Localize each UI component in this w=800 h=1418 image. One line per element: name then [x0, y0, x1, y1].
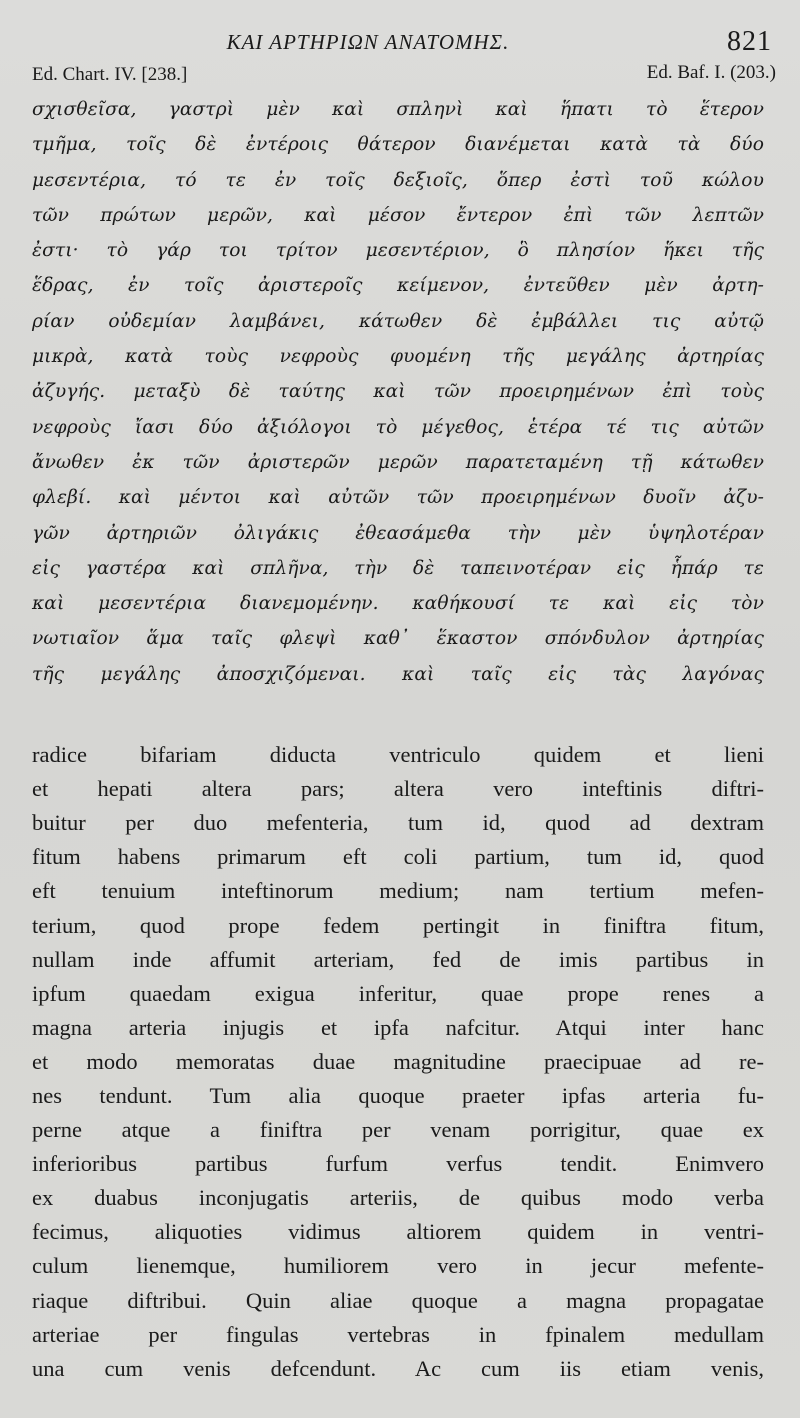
edition-line — [32, 60, 776, 92]
latin-line: et hepati altera pars; altera vero inteftinis diftri- — [32, 776, 764, 802]
greek-line: μεσεντέρια, τό τε ἐν τοῖς δεξιοῖς, ὅπερ ἐστὶ τοῦ κώλου — [32, 169, 764, 191]
greek-line: ἄνωθεν ἐκ τῶν ἀριστερῶν μερῶν παρατεταμένη τῇ κάτωθεν — [32, 451, 764, 473]
latin-text-block — [32, 738, 764, 1386]
greek-line: ἐστι· τὸ γάρ τοι τρίτον μεσεντέριον, ὃ πλησίον ἥκει τῆς — [32, 240, 764, 262]
greek-line: καὶ μεσεντέρια διανεμομένην. καθήκουσί τε καὶ εἰς τὸν — [32, 593, 764, 615]
greek-line: εἰς γαστέρα καὶ σπλῆνα, τὴν δὲ ταπεινοτέραν εἰς ἧπάρ τε — [32, 557, 764, 579]
greek-line: γῶν ἀρτηριῶν ὀλιγάκις ἐθεασάμεθα τὴν μὲν ὑψηλοτέραν — [32, 522, 764, 544]
latin-line: una cum venis defcendunt. Ac cum iis etiam venis, — [32, 1355, 764, 1381]
latin-line: fecimus, aliquoties vidimus altiorem quidem in ventri- — [32, 1219, 764, 1245]
running-head — [32, 26, 772, 60]
latin-line: inferioribus partibus furfum verfus tendit. Enimvero — [32, 1151, 764, 1177]
latin-line: fitum habens primarum eft coli partium, tum id, quod — [32, 844, 764, 870]
latin-line: arteriae per fingulas vertebras in fpinalem medullam — [32, 1321, 764, 1347]
latin-line: buitur per duo mefenteria, tum id, quod ad dextram — [32, 810, 764, 836]
greek-text-block — [32, 92, 764, 692]
edition-chartier: Ed. Chart. IV. [238.] — [32, 64, 188, 85]
latin-line: perne atque a finiftra per venam porrigitur, quae ex — [32, 1117, 764, 1143]
section-gap — [32, 692, 764, 738]
latin-line: ex duabus inconjugatis arteriis, de quibus modo verba — [32, 1185, 764, 1211]
latin-line: terium, quod prope fedem pertingit in finiftra fitum, — [32, 912, 764, 938]
latin-line: nes tendunt. Tum alia quoque praeter ipfas arteria fu- — [32, 1082, 764, 1108]
latin-line: et modo memoratas duae magnitudine praecipuae ad re- — [32, 1048, 764, 1074]
greek-line: τῆς μεγάλης ἀποσχιζόμεναι. καὶ ταῖς εἰς τὰς λαγόνας — [32, 663, 764, 685]
latin-line: culum lienemque, humiliorem vero in jecur mefente- — [32, 1253, 764, 1279]
running-title: ΚΑΙ ΑΡΤΗΡΙΩΝ ΑΝΑΤΟΜΗΣ. — [226, 30, 510, 54]
page-number: 821 — [727, 26, 772, 57]
latin-line: radice bifariam diducta ventriculo quidem et lieni — [32, 742, 764, 768]
latin-line: nullam inde affumit arteriam, fed de imis partibus in — [32, 946, 764, 972]
greek-line: μικρὰ, κατὰ τοὺς νεφροὺς φυομένη τῆς μεγάλης ἀρτηρίας — [32, 346, 764, 368]
greek-line: νεφροὺς ἴασι δύο ἀξιόλογοι τὸ μέγεθος, ἑτέρα τέ τις αὐτῶν — [32, 416, 764, 438]
greek-line: ἀζυγής. μεταξὺ δὲ ταύτης καὶ τῶν προειρημένων ἐπὶ τοὺς — [32, 381, 764, 403]
greek-line: ἕδρας, ἐν τοῖς ἀριστεροῖς κείμενον, ἐντεῦθεν μὲν ἀρτη- — [32, 275, 764, 297]
latin-line: ipfum quaedam exigua inferitur, quae prope renes a — [32, 980, 764, 1006]
greek-line: νωτιαῖον ἅμα ταῖς φλεψὶ καθ᾽ ἕκαστον σπόνδυλον ἀρτηρίας — [32, 628, 764, 650]
latin-line: riaque diftribui. Quin aliae quoque a magna propagatae — [32, 1287, 764, 1313]
greek-line: ρίαν οὐδεμίαν λαμβάνει, κάτωθεν δὲ ἐμβάλλει τις αὐτῷ — [32, 310, 764, 332]
latin-line: eft tenuium inteftinorum medium; nam tertium mefen- — [32, 878, 764, 904]
greek-line: σχισθεῖσα, γαστρὶ μὲν καὶ σπληνὶ καὶ ἥπατι τὸ ἕτερον — [32, 99, 764, 120]
greek-line: τῶν πρώτων μερῶν, καὶ μέσον ἔντερον ἐπὶ τῶν λεπτῶν — [32, 204, 764, 226]
edition-basel: Ed. Baf. I. (203.) — [646, 62, 776, 83]
greek-line: τμῆμα, τοῖς δὲ ἐντέροις θάτερον διανέμεται κατὰ τὰ δύο — [32, 134, 764, 156]
latin-line: magna arteria injugis et ipfa nafcitur. Atqui inter hanc — [32, 1014, 764, 1040]
greek-line: φλεβί. καὶ μέντοι καὶ αὐτῶν τῶν προειρημένων δυοῖν ἀζυ- — [32, 487, 764, 509]
